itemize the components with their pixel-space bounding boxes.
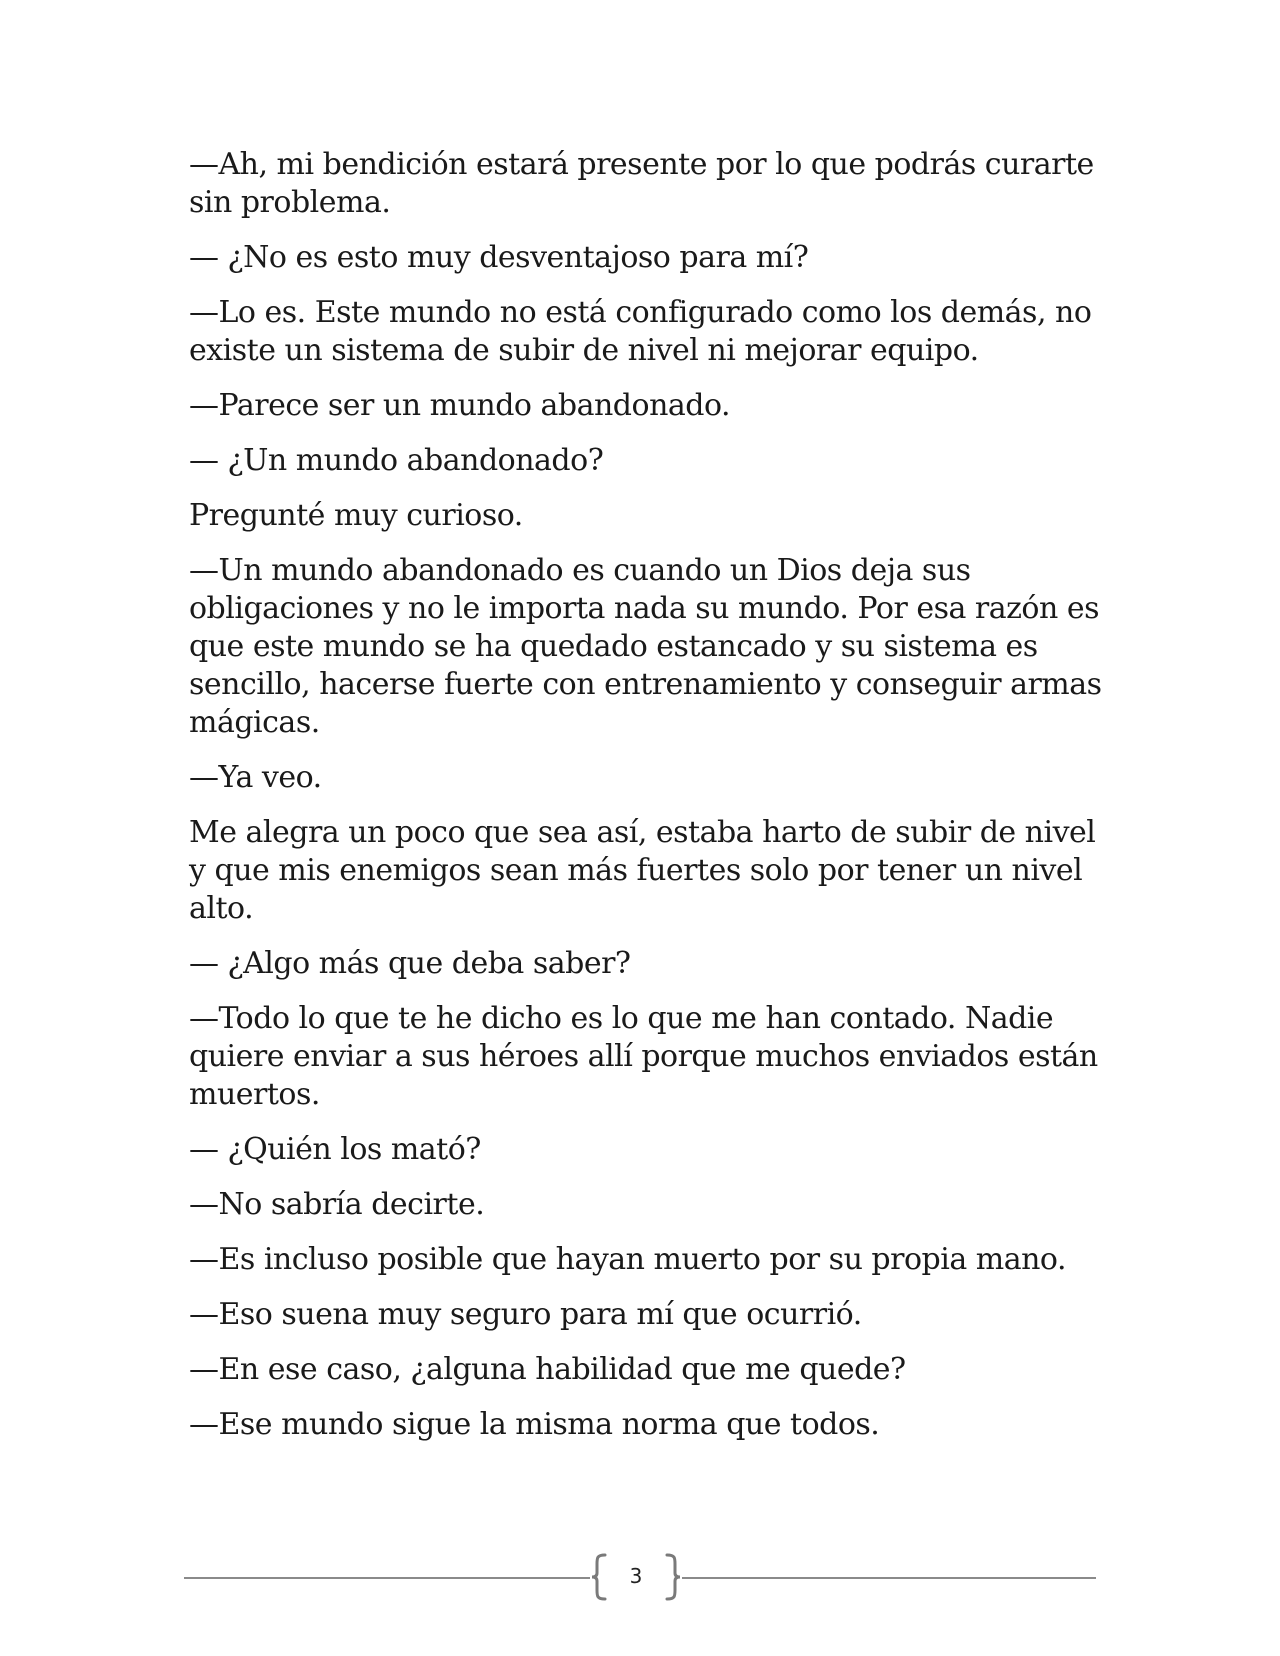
paragraph-5: — ¿Un mundo abandonado? — [189, 443, 604, 478]
right-brace-icon — [662, 1552, 682, 1602]
text-body — [189, 146, 1104, 1461]
paragraph-13: —No sabría decirte. — [189, 1187, 485, 1222]
paragraph-1: —Ah, mi bendición estará presente por lo que podrás curarte sin problema. — [189, 147, 1094, 220]
paragraph-8: —Ya veo. — [189, 760, 322, 795]
left-brace-icon — [590, 1552, 610, 1602]
paragraph-6: Pregunté muy curioso. — [189, 498, 523, 533]
footer-rule-left — [184, 1577, 590, 1579]
paragraph-17: —Ese mundo sigue la misma norma que todos. — [189, 1407, 880, 1442]
paragraph-3: —Lo es. Este mundo no está configurado como los demás, no existe un sistema de subir de nivel ni mejorar equipo. — [189, 295, 1092, 368]
footer-rule-right — [682, 1577, 1096, 1579]
paragraph-14: —Es incluso posible que hayan muerto por su propia mano. — [189, 1242, 1066, 1277]
paragraph-15: —Eso suena muy seguro para mí que ocurrió. — [189, 1297, 862, 1332]
paragraph-10: — ¿Algo más que deba saber? — [189, 946, 631, 981]
paragraph-7: —Un mundo abandonado es cuando un Dios deja sus obligaciones y no le importa nada su mundo. Por esa razón es que este mundo se ha quedado estancado y su sistema es sencillo, hacerse fuerte con entrenamiento y conseguir armas mágicas. — [189, 553, 1102, 740]
paragraph-11: —Todo lo que te he dicho es lo que me han contado. Nadie quiere enviar a sus héroes allí porque muchos enviados están muertos. — [189, 1001, 1098, 1112]
paragraph-16: —En ese caso, ¿alguna habilidad que me quede? — [189, 1352, 906, 1387]
page-number: 3 — [629, 1564, 643, 1588]
paragraph-4: —Parece ser un mundo abandonado. — [189, 388, 731, 423]
paragraph-12: — ¿Quién los mató? — [189, 1132, 481, 1167]
paragraph-2: — ¿No es esto muy desventajoso para mí? — [189, 240, 809, 275]
page-footer — [184, 1552, 1096, 1602]
paragraph-9: Me alegra un poco que sea así, estaba harto de subir de nivel y que mis enemigos sean más fuertes solo por tener un nivel alto. — [189, 815, 1096, 926]
